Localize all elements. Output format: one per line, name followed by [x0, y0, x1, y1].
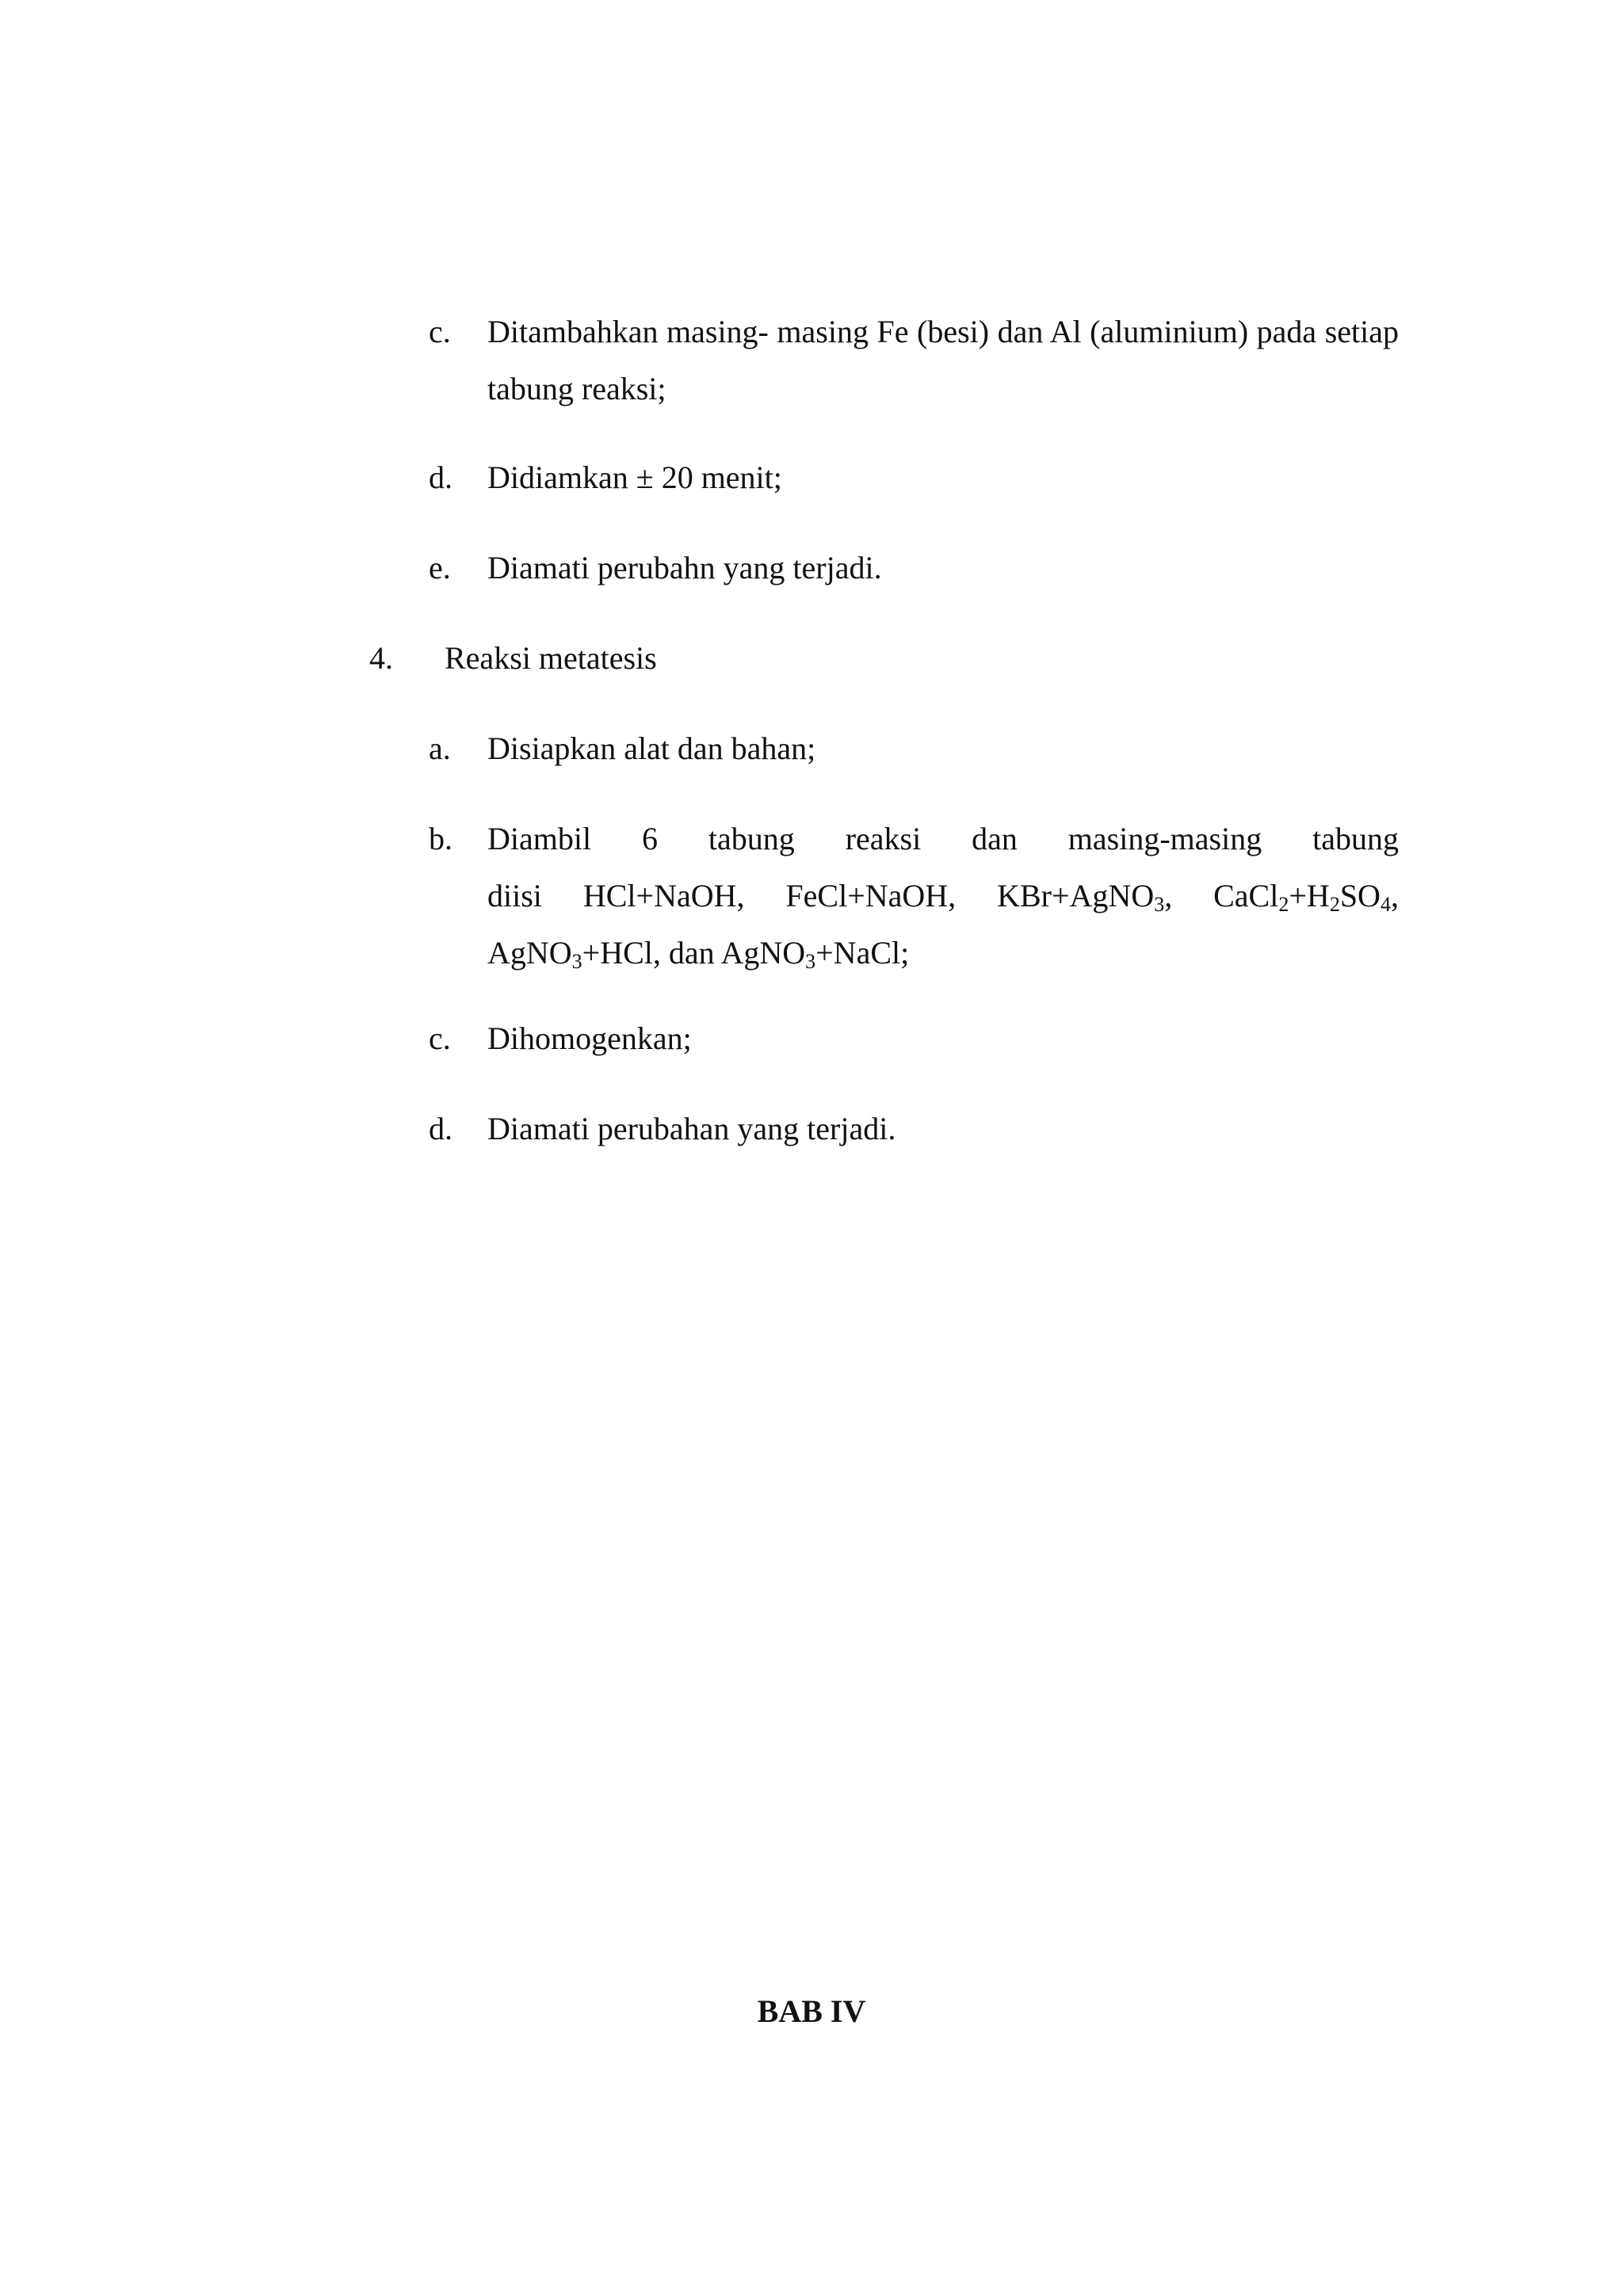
list-marker: c.: [429, 1020, 451, 1056]
list-item-text: Ditambahkan masing- masing Fe (besi) dan Al (aluminium) pada setiap tabung reaksi;: [487, 314, 1399, 406]
chem-formula: $CaCl_2+H_2SO_4$,: [1213, 878, 1399, 916]
word: tabung: [708, 821, 795, 856]
chapter-heading: BAB IV: [757, 1993, 866, 2029]
word: dan: [972, 821, 1018, 856]
text-line: [487, 810, 1399, 868]
text-line: [487, 868, 1399, 925]
list-marker: e.: [429, 550, 451, 585]
list-marker: b.: [429, 821, 453, 856]
list-item-text: Diamati perubahan yang terjadi.: [487, 1111, 896, 1146]
list-marker: d.: [429, 1111, 453, 1146]
word: masing-masing: [1067, 821, 1262, 856]
list-marker: a.: [429, 730, 451, 766]
list-item-text: Diamati perubahn yang terjadi.: [487, 550, 882, 585]
word: HCl+NaOH,: [582, 878, 745, 913]
text-line: AgNO$_3$+HCl, dan AgNO$_3$+NaCl;: [487, 935, 910, 973]
list-item-text: Disiapkan alat dan bahan;: [487, 730, 816, 766]
list-item-text: Dihomogenkan;: [487, 1020, 692, 1056]
section-title: Reaksi metatesis: [445, 640, 657, 676]
list-item-text: Didiamkan ± 20 menit;: [487, 460, 782, 495]
word: FeCl+NaOH,: [785, 878, 957, 913]
section-number: 4.: [369, 640, 393, 676]
word: tabung: [1312, 821, 1399, 856]
word: Diambil: [487, 821, 592, 856]
list-marker: c.: [429, 314, 451, 349]
list-marker: d.: [429, 460, 453, 495]
chem-formula: KBr+AgNO$_3$,: [997, 878, 1173, 916]
word: 6: [642, 821, 658, 856]
word: diisi: [487, 878, 542, 913]
list-item-text: [487, 810, 1399, 982]
word: reaksi: [845, 821, 922, 856]
